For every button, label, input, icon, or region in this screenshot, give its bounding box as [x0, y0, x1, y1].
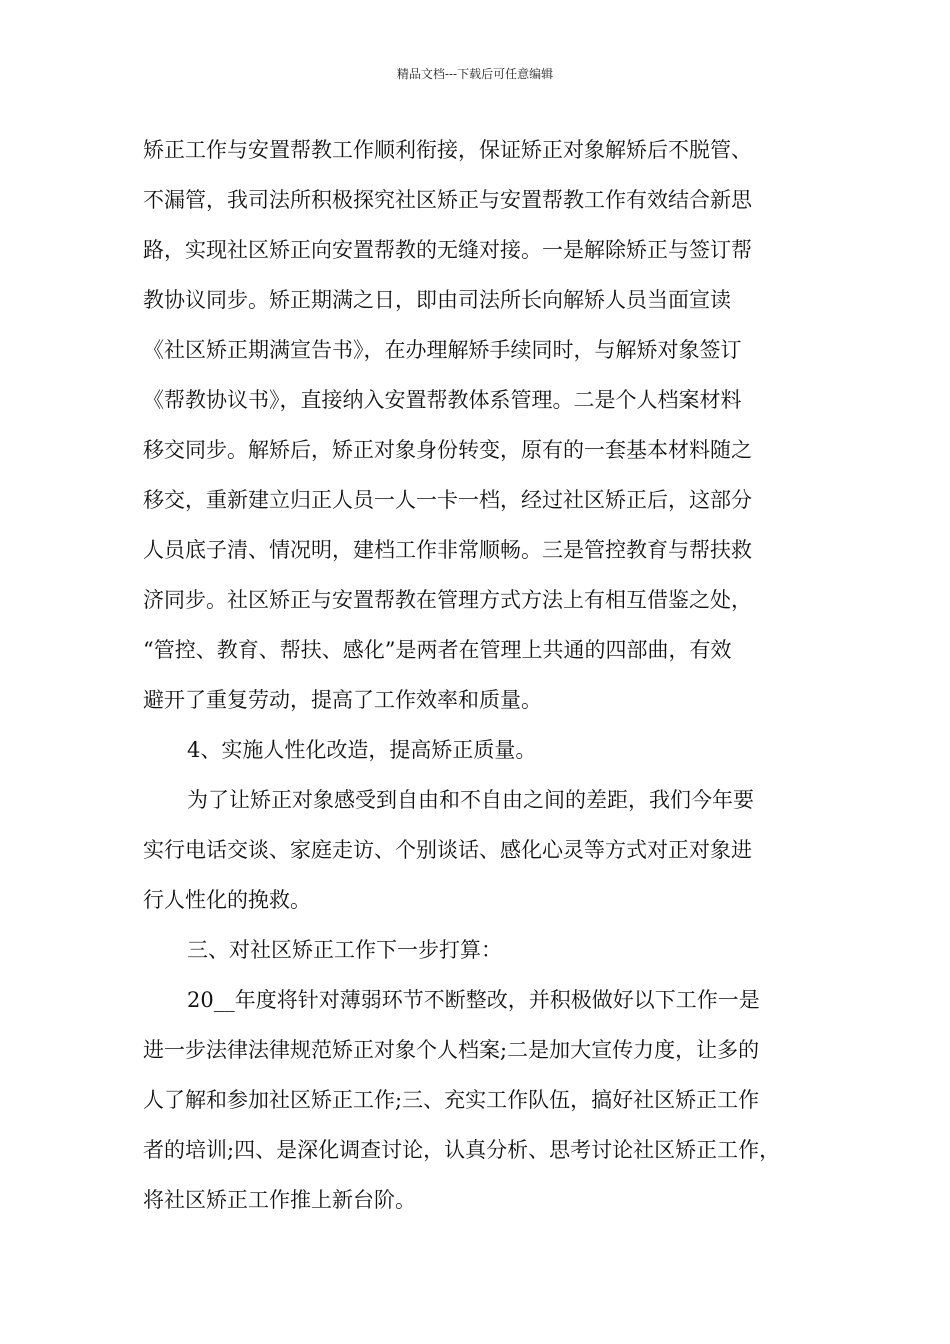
paragraph-first-line: 20__年度将针对薄弱环节不断整改，并积极做好以下工作一是: [187, 988, 760, 1012]
page-header: 精品文档---下载后可任意编辑: [396, 67, 554, 81]
text-line: 《社区矫正期满宣告书》，在办理解矫手续同时，与解矫对象签订: [143, 338, 742, 362]
text-line: 避开了重复劳动，提高了工作效率和质量。: [143, 688, 542, 712]
text-line: 矫正工作与安置帮教工作顺利衔接，保证矫正对象解矫后不脱管、: [143, 138, 752, 162]
text-line: 路，实现社区矫正向安置帮教的无缝对接。一是解除矫正与签订帮: [143, 238, 752, 262]
text-line: 者的培训;四、是深化调查讨论，认真分析、思考讨论社区矫正工作，: [143, 1138, 781, 1162]
text-line: 将社区矫正工作推上新台阶。: [143, 1188, 416, 1212]
paragraph-first-line: 为了让矫正对象感受到自由和不自由之间的差距，我们今年要: [187, 788, 754, 812]
section-heading: 4、实施人性化改造，提高矫正质量。: [187, 738, 537, 762]
text-line: “管控、教育、帮扶、感化”是两者在管理上共通的四部曲，有效: [143, 638, 732, 662]
text-line: 教协议同步。矫正期满之日，即由司法所长向解矫人员当面宣读: [143, 288, 731, 312]
text-line: 进一步法律法律规范矫正对象个人档案;二是加大宣传力度，让多的: [143, 1038, 760, 1062]
text-line: 《帮教协议书》，直接纳入安置帮教体系管理。二是个人档案材料: [143, 388, 742, 412]
text-line: 人员底子清、情况明，建档工作非常顺畅。三是管控教育与帮扶救: [143, 538, 752, 562]
text-line: 行人性化的挽救。: [143, 888, 311, 912]
section-heading: 三、对社区矫正工作下一步打算：: [187, 938, 502, 962]
text-line: 实行电话交谈、家庭走访、个别谈话、感化心灵等方式对正对象进: [143, 838, 752, 862]
text-line: 不漏管，我司法所积极探究社区矫正与安置帮教工作有效结合新思: [143, 188, 752, 212]
text-line: 移交，重新建立归正人员一人一卡一档，经过社区矫正后，这部分: [143, 488, 752, 512]
document-body: [143, 125, 823, 1225]
text-line: 人了解和参加社区矫正工作;三、充实工作队伍，搞好社区矫正工作: [143, 1088, 760, 1112]
text-line: 济同步。社区矫正与安置帮教在管理方式方法上有相互借鉴之处，: [143, 588, 752, 612]
text-line: 移交同步。解矫后，矫正对象身份转变，原有的一套基本材料随之: [143, 438, 752, 462]
